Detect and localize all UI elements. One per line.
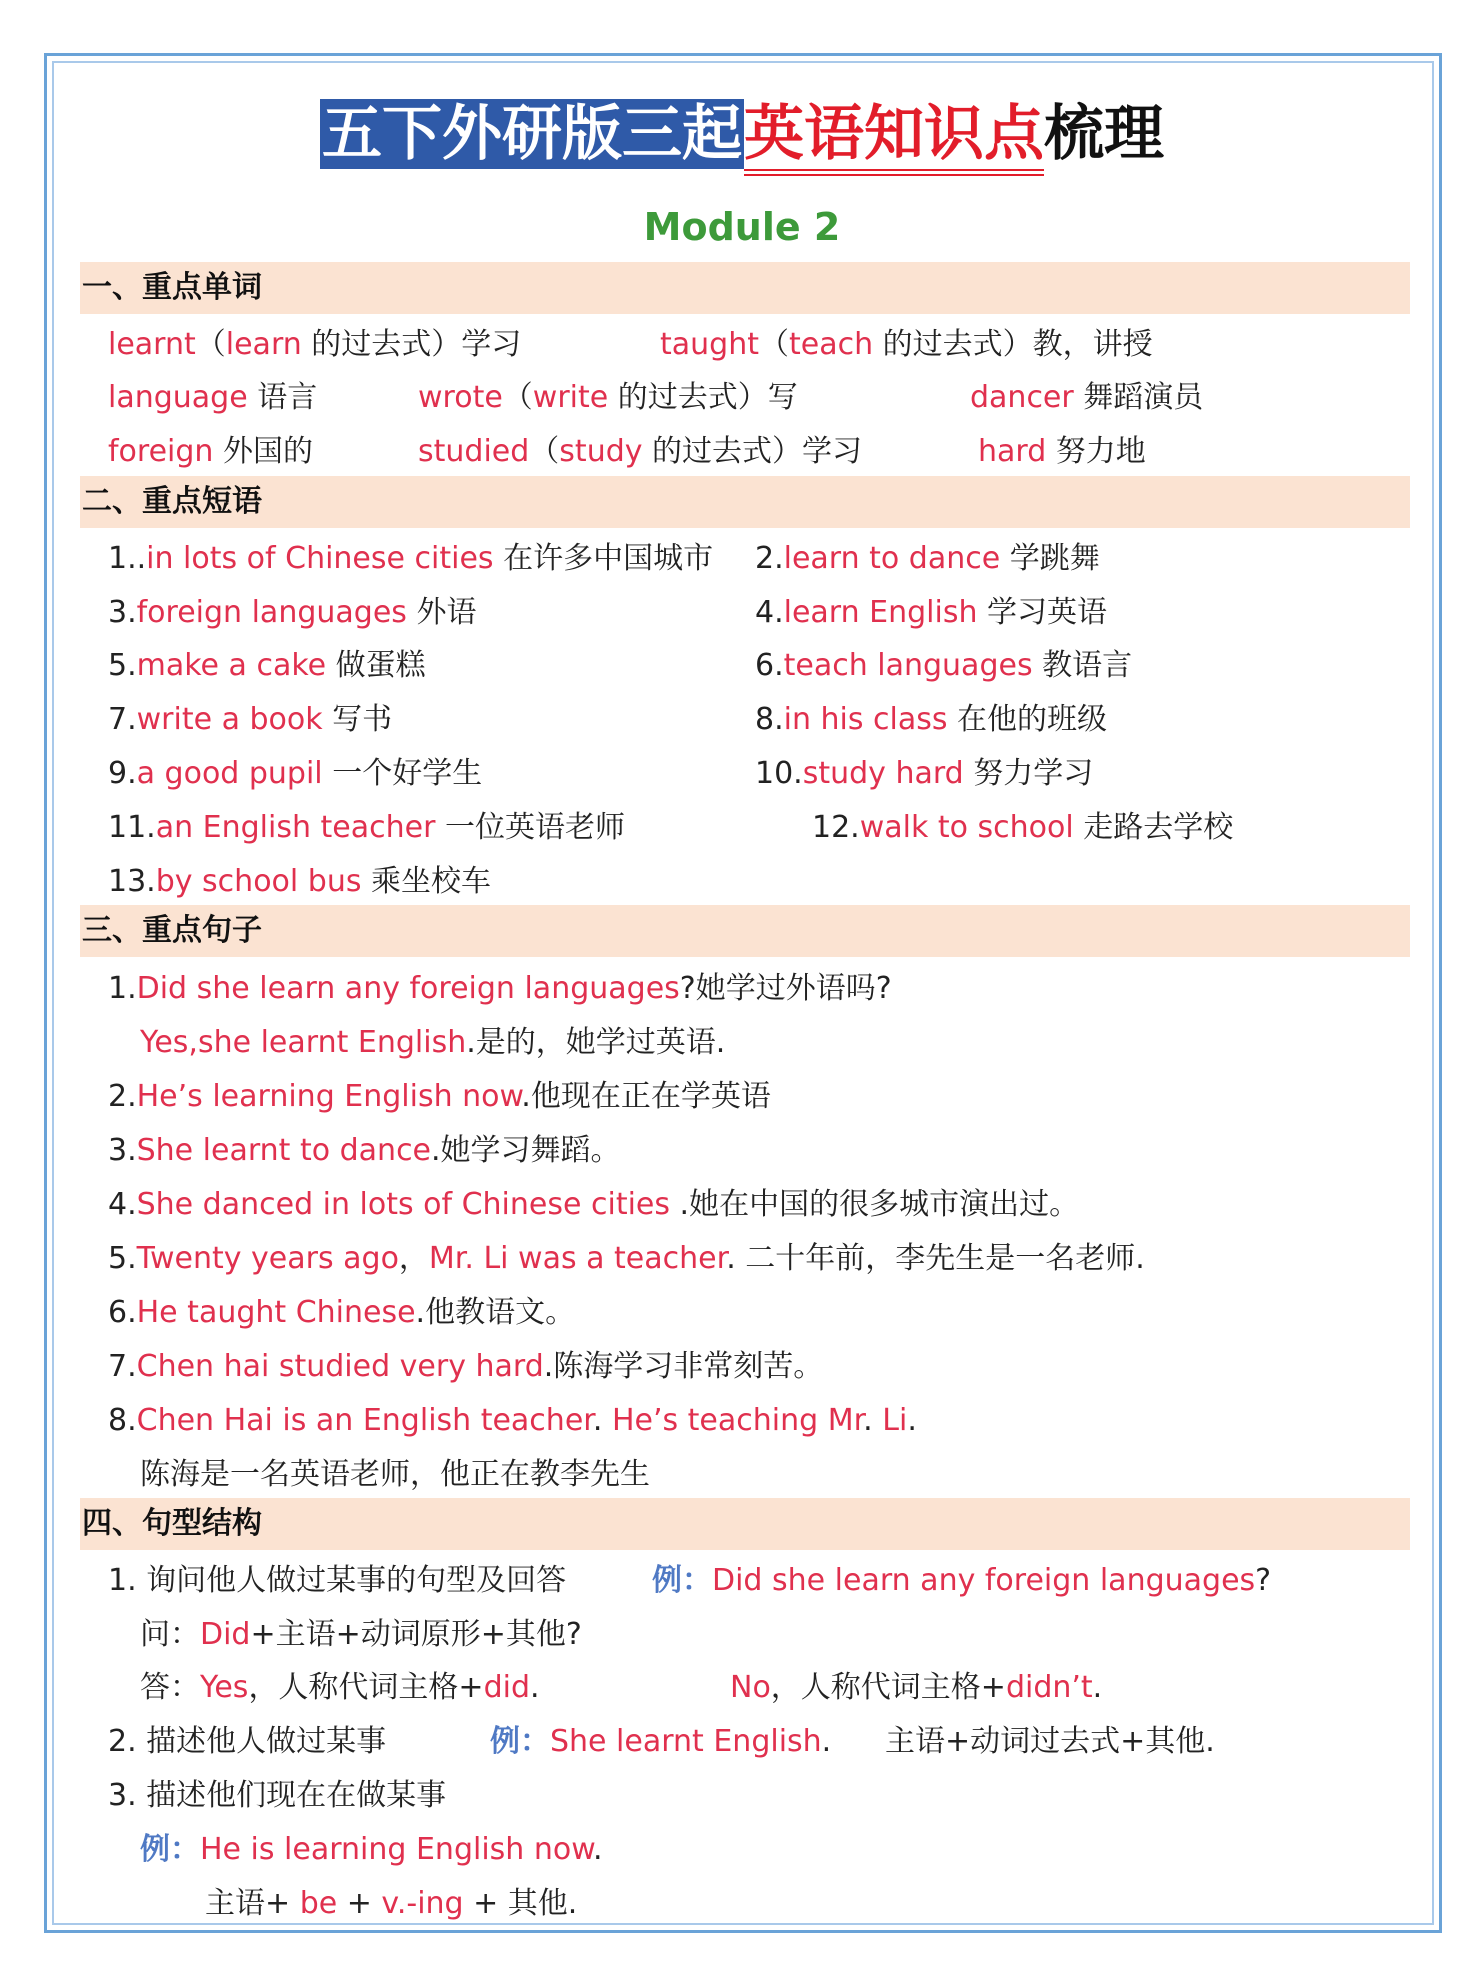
page-title: [0, 80, 1484, 188]
module-heading: Module 2: [643, 205, 841, 249]
phrase-item: 6.teach languages 教语言: [755, 648, 1133, 683]
word-item: foreign 外国的: [108, 434, 313, 469]
phrase-item: 4.learn English 学习英语: [755, 595, 1108, 630]
sentence-item: 4.She danced in lots of Chinese cities .她在中国的很多城市演出过。: [108, 1187, 1080, 1222]
structure-answer-no: No，人称代词主格+didn’t.: [730, 1670, 1103, 1705]
structure-formula: 主语+动词过去式+其他.: [885, 1724, 1215, 1759]
structure-item: 3. 描述他们现在在做某事: [108, 1778, 447, 1813]
sentence-item: 5.Twenty years ago，Mr. Li was a teacher. 二十年前，李先生是一名老师.: [108, 1241, 1145, 1276]
title-part-3: 梳理: [1044, 99, 1164, 169]
section-heading-structures: 四、句型结构: [80, 1498, 1410, 1550]
structure-formula: 主语+ be + v.-ing + 其他.: [205, 1886, 578, 1921]
structure-question: 问：Did+主语+动词原形+其他?: [140, 1617, 582, 1652]
word-item: language 语言: [108, 380, 318, 415]
phrase-item: 13.by school bus 乘坐校车: [108, 864, 492, 899]
phrase-item: 11.an English teacher 一位英语老师: [108, 810, 625, 845]
phrase-item: 8.in his class 在他的班级: [755, 702, 1108, 737]
sentence-answer: Yes,she learnt English.是的，她学过英语.: [140, 1025, 726, 1060]
word-item: hard 努力地: [978, 434, 1146, 469]
word-item: wrote（write 的过去式）写: [418, 380, 798, 415]
phrase-item: 2.learn to dance 学跳舞: [755, 541, 1100, 576]
phrase-item: 12.walk to school 走路去学校: [812, 810, 1234, 845]
sentence-item: 6.He taught Chinese.他教语文。: [108, 1295, 576, 1330]
structure-example: 例：Did she learn any foreign languages?: [652, 1563, 1272, 1598]
structure-answer-yes: 答：Yes，人称代词主格+did.: [140, 1670, 540, 1705]
phrase-item: 3.foreign languages 外语: [108, 595, 477, 630]
phrase-item: 10.study hard 努力学习: [755, 756, 1094, 791]
structure-example: 例：She learnt English.: [490, 1724, 832, 1759]
word-item: dancer 舞蹈演员: [970, 380, 1204, 415]
word-item: learnt（learn 的过去式）学习: [108, 327, 522, 362]
section-heading-sentences: 三、重点句子: [80, 905, 1410, 957]
section-heading-phrases: 二、重点短语: [80, 476, 1410, 528]
sentence-item: 8.Chen Hai is an English teacher. He’s teaching Mr. Li.: [108, 1403, 917, 1438]
phrase-item: 1..in lots of Chinese cities 在许多中国城市: [108, 541, 714, 576]
title-part-2: 英语知识点: [744, 99, 1044, 176]
structure-item: 2. 描述他人做过某事: [108, 1724, 387, 1759]
sentence-translation: 陈海是一名英语老师，他正在教李先生: [140, 1457, 650, 1492]
sentence-item: 3.She learnt to dance.她学习舞蹈。: [108, 1133, 621, 1168]
structure-example: 例：He is learning English now.: [140, 1832, 603, 1867]
sentence-item: 1.Did she learn any foreign languages?她学过外语吗?: [108, 971, 892, 1006]
word-item: taught（teach 的过去式）教，讲授: [660, 327, 1153, 362]
phrase-item: 5.make a cake 做蛋糕: [108, 648, 426, 683]
sentence-item: 7.Chen hai studied very hard.陈海学习非常刻苦。: [108, 1349, 824, 1384]
phrase-item: 7.write a book 写书: [108, 702, 393, 737]
word-item: studied（study 的过去式）学习: [418, 434, 863, 469]
title-part-1: 五下外研版三起: [322, 99, 742, 169]
sentence-item: 2.He’s learning English now.他现在正在学英语: [108, 1079, 771, 1114]
structure-item: 1. 询问他人做过某事的句型及回答: [108, 1563, 567, 1598]
phrase-item: 9.a good pupil 一个好学生: [108, 756, 483, 791]
section-heading-words: 一、重点单词: [80, 262, 1410, 314]
